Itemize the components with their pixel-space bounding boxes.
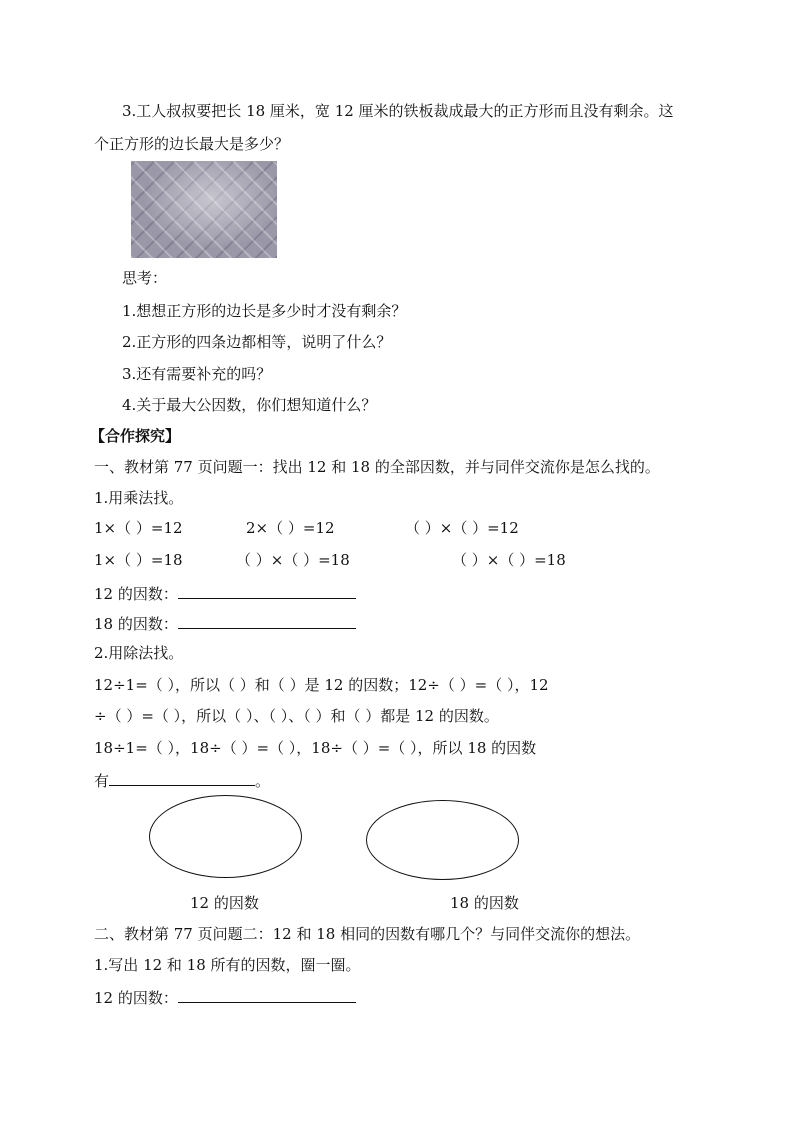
think-title: 思考： — [122, 269, 168, 287]
problem-3-line-2: 个正方形的边长最大是多少？ — [94, 135, 290, 153]
write-factors-12-label: 12 的因数： — [94, 989, 178, 1007]
steel-plate-image — [131, 161, 277, 258]
factors-12-blank[interactable] — [178, 582, 356, 599]
factors-12-label: 12 的因数： — [94, 585, 178, 603]
factors-18-row — [94, 612, 356, 634]
think-question-1: 1.想想正方形的边长是多少时才没有剩余？ — [122, 302, 407, 320]
factors-18-caption: 18 的因数 — [450, 894, 519, 912]
mult-eq-18-c: （ ）×（ ）=18 — [452, 551, 566, 569]
factors-12-row — [94, 582, 356, 604]
division-line-4-text: 有 — [94, 772, 110, 790]
multiplication-title: 1.用乘法找。 — [94, 489, 184, 507]
division-title: 2.用除法找。 — [94, 644, 184, 662]
division-line-1: 12÷1=（ ），所以（ ）和（ ）是 12 的因数；12÷（ ）=（ ），12 — [94, 676, 549, 694]
mult-eq-12-a: 1×（ ）=12 — [94, 519, 183, 537]
mult-eq-18-a: 1×（ ）=18 — [94, 551, 183, 569]
think-question-2: 2.正方形的四条边都相等，说明了什么？ — [122, 333, 392, 351]
factors-12-circle — [149, 795, 302, 878]
write-factors-12-blank[interactable] — [178, 986, 356, 1003]
mult-eq-12-c: （ ）×（ ）=12 — [405, 519, 519, 537]
factors-18-blank[interactable] — [178, 612, 356, 629]
think-question-3: 3.还有需要补充的吗？ — [122, 365, 272, 383]
factors-18-label: 18 的因数： — [94, 615, 178, 633]
factors-18-answer-blank[interactable] — [109, 769, 255, 786]
write-factors-12-row — [94, 986, 356, 1008]
division-line-3: 18÷1=（ ），18÷（ ）=（ ），18÷（ ）=（ ），所以 18 的因数 — [94, 739, 537, 757]
mult-eq-18-b: （ ）×（ ）=18 — [236, 551, 350, 569]
think-question-4: 4.关于最大公因数，你们想知道什么？ — [122, 396, 377, 414]
part-1-heading: 一、教材第 77 页问题一：找出 12 和 18 的全部因数，并与同伴交流你是怎么找的。 — [94, 458, 660, 476]
division-line-2: ÷（ ）=（ ），所以（ ）、（ ）、（ ）和（ ）都是 12 的因数。 — [94, 707, 499, 725]
section-title: 【合作探究】 — [90, 427, 181, 445]
division-line-4-end: 。 — [255, 772, 271, 790]
problem-3-line-1: 3.工人叔叔要把长 18 厘米，宽 12 厘米的铁板裁成最大的正方形而且没有剩余。这 — [122, 102, 674, 120]
write-factors-title: 1.写出 12 和 18 所有的因数，圈一圈。 — [94, 956, 361, 974]
factors-12-caption: 12 的因数 — [190, 894, 259, 912]
factors-18-circle — [366, 800, 519, 880]
division-line-4 — [94, 769, 270, 791]
mult-eq-12-b: 2×（ ）=12 — [246, 519, 335, 537]
part-2-heading: 二、教材第 77 页问题二：12 和 18 相同的因数有哪几个？与同伴交流你的想法。 — [94, 925, 641, 943]
